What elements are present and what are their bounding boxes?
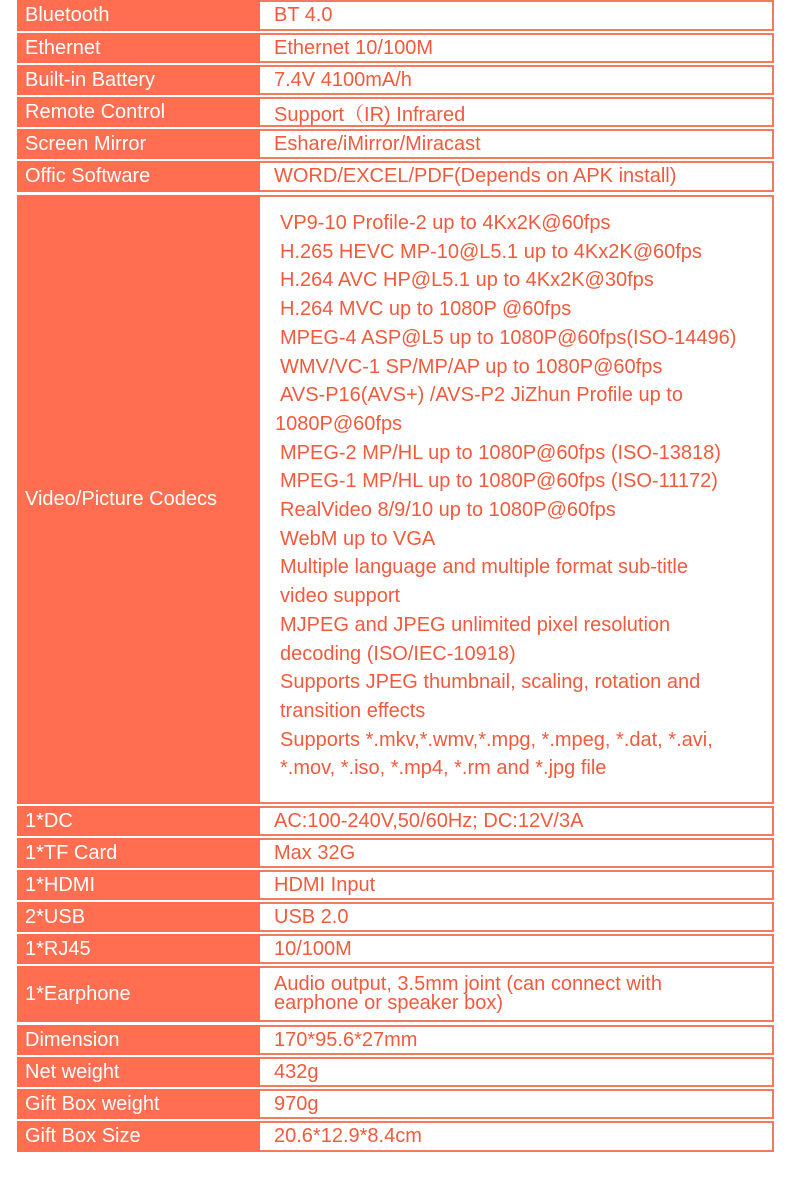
spec-row-screen-mirror: [17, 129, 774, 159]
codec-line: 1080P@60fps: [275, 412, 403, 435]
codec-line: MPEG-1 MP/HL up to 1080P@60fps (ISO-11172): [280, 470, 718, 493]
codec-line: transition effects: [280, 699, 426, 722]
spec-row-net-weight: [17, 1057, 774, 1087]
spec-value: Ethernet 10/100M: [260, 33, 774, 63]
codec-list: [260, 195, 774, 804]
spec-label: Built-in Battery: [17, 65, 260, 95]
spec-value: 970g: [260, 1089, 774, 1119]
codec-line: AVS-P16(AVS+) /AVS-P2 JiZhun Profile up to: [280, 384, 683, 407]
spec-value: Support（IR) Infrared: [260, 97, 774, 127]
codec-line: video support: [280, 585, 401, 608]
spec-label: Remote Control: [17, 97, 260, 127]
spec-label: 2*USB: [17, 902, 260, 932]
spec-row-ethernet: [17, 33, 774, 63]
spec-row-dimension: [17, 1025, 774, 1055]
spec-row-remote-control: [17, 97, 774, 127]
codec-line: H.265 HEVC MP-10@L5.1 up to 4Kx2K@60fps: [280, 240, 702, 263]
spec-row-gift-box-weight: [17, 1089, 774, 1119]
codec-line: Multiple language and multiple format sub-title: [280, 556, 688, 579]
codec-line: Supports JPEG thumbnail, scaling, rotation and: [280, 671, 701, 694]
codec-line: WebM up to VGA: [280, 527, 436, 550]
spec-label: 1*RJ45: [17, 934, 260, 964]
spec-row-tf-card: [17, 838, 774, 868]
codec-line: H.264 AVC HP@L5.1 up to 4Kx2K@30fps: [280, 269, 654, 292]
spec-value: 170*95.6*27mm: [260, 1025, 774, 1055]
spec-value-line: earphone or speaker box): [274, 992, 504, 1014]
spec-value: WORD/EXCEL/PDF(Depends on APK install): [260, 161, 774, 192]
spec-value-line: Audio output, 3.5mm joint (can connect with: [274, 973, 662, 995]
codec-line: MPEG-2 MP/HL up to 1080P@60fps (ISO-13818): [280, 441, 721, 464]
spec-label: 1*Earphone: [17, 966, 260, 1022]
spec-value: 20.6*12.9*8.4cm: [260, 1121, 774, 1152]
spec-label: Gift Box Size: [17, 1121, 260, 1152]
spec-row-hdmi: [17, 870, 774, 900]
spec-value: [260, 966, 774, 1022]
codec-line: *.mov, *.iso, *.mp4, *.rm and *.jpg file: [280, 757, 607, 780]
spec-label: Bluetooth: [17, 0, 260, 31]
spec-row-battery: [17, 65, 774, 95]
spec-row-dc: [17, 806, 774, 836]
spec-label: 1*HDMI: [17, 870, 260, 900]
spec-value: Max 32G: [260, 838, 774, 868]
spec-value: 432g: [260, 1057, 774, 1087]
spec-row-bluetooth: [17, 0, 774, 31]
spec-label: Ethernet: [17, 33, 260, 63]
spec-value: 7.4V 4100mA/h: [260, 65, 774, 95]
spec-value: BT 4.0: [260, 0, 774, 31]
codec-line: MJPEG and JPEG unlimited pixel resolution: [280, 613, 671, 636]
spec-value: USB 2.0: [260, 902, 774, 932]
codec-line: H.264 MVC up to 1080P @60fps: [280, 298, 572, 321]
codec-line: MPEG-4 ASP@L5 up to 1080P@60fps(ISO-14496): [280, 326, 737, 349]
spec-label: Dimension: [17, 1025, 260, 1055]
spec-row-usb: [17, 902, 774, 932]
spec-row-codecs: [17, 195, 774, 804]
spec-value: HDMI Input: [260, 870, 774, 900]
codec-line: WMV/VC-1 SP/MP/AP up to 1080P@60fps: [280, 355, 663, 378]
codec-line: Supports *.mkv,*.wmv,*.mpg, *.mpeg, *.dat, *.avi,: [280, 728, 713, 751]
spec-value: AC:100-240V,50/60Hz; DC:12V/3A: [260, 806, 774, 836]
codec-line: VP9-10 Profile-2 up to 4Kx2K@60fps: [280, 212, 611, 234]
spec-row-office-software: [17, 161, 774, 192]
spec-label: 1*TF Card: [17, 838, 260, 868]
spec-row-gift-box-size: [17, 1121, 774, 1152]
spec-table: [17, 0, 774, 1154]
spec-label: Gift Box weight: [17, 1089, 260, 1119]
codec-line: decoding (ISO/IEC-10918): [280, 642, 516, 665]
spec-label: Net weight: [17, 1057, 260, 1087]
spec-value: 10/100M: [260, 934, 774, 964]
spec-row-rj45: [17, 934, 774, 964]
spec-label: Video/Picture Codecs: [17, 195, 260, 804]
codec-line: RealVideo 8/9/10 up to 1080P@60fps: [280, 499, 616, 522]
spec-row-earphone: [17, 966, 774, 1022]
spec-value: Eshare/iMirror/Miracast: [260, 129, 774, 159]
spec-label: Screen Mirror: [17, 129, 260, 159]
spec-label: Offic Software: [17, 161, 260, 192]
spec-label: 1*DC: [17, 806, 260, 836]
